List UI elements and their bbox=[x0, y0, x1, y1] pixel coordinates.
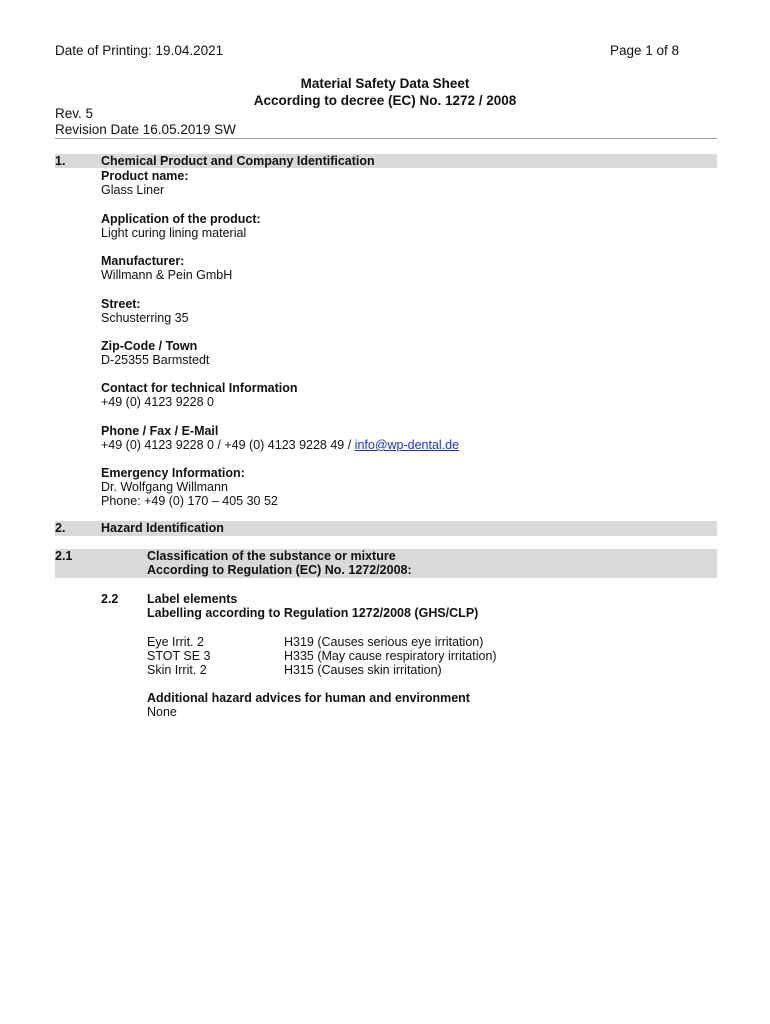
contact-value: +49 (0) 4123 9228 0 bbox=[101, 395, 214, 409]
product-name-value: Glass Liner bbox=[101, 183, 165, 197]
section-2-2-number: 2.2 bbox=[101, 592, 119, 606]
zip-value: D-25355 Barmstedt bbox=[101, 353, 210, 367]
classification-statement: H319 (Causes serious eye irritation) bbox=[284, 635, 484, 649]
phone-value: +49 (0) 4123 9228 0 / +49 (0) 4123 9228 49 / bbox=[101, 438, 355, 452]
manufacturer-label: Manufacturer: bbox=[101, 254, 185, 268]
product-name-block bbox=[101, 169, 189, 197]
street-label: Street: bbox=[101, 297, 141, 311]
date-of-printing: Date of Printing: 19.04.2021 bbox=[55, 43, 224, 58]
classification-class: Skin Irrit. 2 bbox=[147, 663, 207, 677]
emergency-name: Dr. Wolfgang Willmann bbox=[101, 480, 228, 494]
product-name-label: Product name: bbox=[101, 169, 189, 183]
application-value: Light curing lining material bbox=[101, 226, 247, 240]
contact-block bbox=[101, 381, 298, 409]
zip-label: Zip-Code / Town bbox=[101, 339, 198, 353]
section-2-1-title bbox=[147, 549, 412, 577]
additional-hazard-label: Additional hazard advices for human and environment bbox=[147, 691, 470, 705]
phone-block bbox=[101, 424, 459, 452]
classification-row bbox=[147, 635, 497, 649]
section-2-2-line-1: Label elements bbox=[147, 592, 238, 606]
additional-hazard-block bbox=[147, 691, 470, 719]
section-2-2-line-2: Labelling according to Regulation 1272/2008 (GHS/CLP) bbox=[147, 606, 479, 620]
classification-statement: H315 (Causes skin irritation) bbox=[284, 663, 442, 677]
section-1-header bbox=[55, 154, 717, 168]
title-line-2: According to decree (EC) No. 1272 / 2008 bbox=[253, 93, 517, 108]
revision-date: Revision Date 16.05.2019 SW bbox=[55, 122, 236, 137]
phone-label: Phone / Fax / E-Mail bbox=[101, 424, 219, 438]
manufacturer-value: Willmann & Pein GmbH bbox=[101, 268, 233, 282]
revision-number: Rev. 5 bbox=[55, 106, 94, 121]
section-2-title: Hazard Identification bbox=[101, 521, 224, 535]
section-2-1-number: 2.1 bbox=[55, 549, 73, 563]
document-title bbox=[0, 75, 770, 109]
email-link[interactable]: info@wp-dental.de bbox=[354, 438, 460, 452]
page-header bbox=[55, 43, 679, 58]
application-block bbox=[101, 212, 261, 240]
classification-statement: H335 (May cause respiratory irritation) bbox=[284, 649, 497, 663]
emergency-label: Emergency Information: bbox=[101, 466, 245, 480]
application-label: Application of the product: bbox=[101, 212, 261, 226]
zip-block bbox=[101, 339, 209, 367]
additional-hazard-value: None bbox=[147, 705, 177, 719]
section-2-1-header bbox=[55, 549, 717, 578]
classification-class: Eye Irrit. 2 bbox=[147, 635, 204, 649]
emergency-phone: Phone: +49 (0) 170 – 405 30 52 bbox=[101, 494, 278, 508]
section-2-1-line-1: Classification of the substance or mixture bbox=[147, 549, 396, 563]
contact-label: Contact for technical Information bbox=[101, 381, 298, 395]
classification-list bbox=[147, 635, 497, 677]
section-1-number: 1. bbox=[55, 154, 66, 168]
section-2-header bbox=[55, 521, 717, 536]
section-2-1-line-2: According to Regulation (EC) No. 1272/2008: bbox=[147, 563, 412, 577]
page-number: Page 1 of 8 bbox=[609, 43, 679, 58]
emergency-block bbox=[101, 466, 278, 508]
phone-line bbox=[101, 438, 459, 452]
title-line-1: Material Safety Data Sheet bbox=[300, 76, 470, 91]
header-divider bbox=[55, 138, 717, 139]
manufacturer-block bbox=[101, 254, 232, 282]
street-value: Schusterring 35 bbox=[101, 311, 189, 325]
classification-class: STOT SE 3 bbox=[147, 649, 211, 663]
street-block bbox=[101, 297, 189, 325]
section-1-title: Chemical Product and Company Identification bbox=[101, 154, 375, 168]
classification-row bbox=[147, 663, 497, 677]
section-2-number: 2. bbox=[55, 521, 66, 535]
classification-row bbox=[147, 649, 497, 663]
section-2-2-title bbox=[147, 592, 478, 620]
revision-info bbox=[55, 106, 236, 138]
